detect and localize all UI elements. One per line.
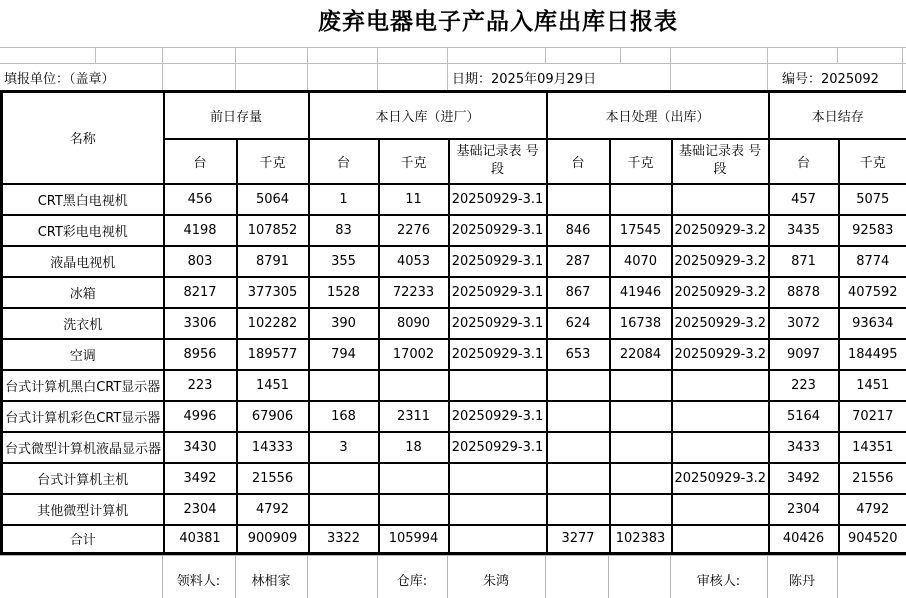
- item-name-cell: 合计: [2, 525, 164, 554]
- value-cell: 102282: [237, 308, 309, 339]
- value-cell: 70217: [839, 401, 906, 432]
- value-cell: 20250929-3.2: [672, 215, 769, 246]
- table-row: [2, 215, 906, 246]
- spreadsheet-gridline-row: [0, 47, 906, 63]
- item-name-cell: 台式计算机彩色CRT显示器: [2, 401, 164, 432]
- value-cell: [672, 432, 769, 463]
- info-row: [0, 63, 906, 90]
- value-cell: 20250929-3.2: [672, 463, 769, 494]
- col-group-balance: 本日结存: [769, 92, 906, 139]
- value-cell: 8217: [164, 277, 237, 308]
- value-cell: 5064: [237, 184, 309, 215]
- value-cell: [610, 432, 672, 463]
- value-cell: 653: [547, 339, 610, 370]
- value-cell: 72233: [379, 277, 449, 308]
- value-cell: [672, 184, 769, 215]
- item-name-cell: CRT彩电电视机: [2, 215, 164, 246]
- value-cell: 9097: [769, 339, 839, 370]
- value-cell: 2311: [379, 401, 449, 432]
- value-cell: 20250929-3.1: [449, 246, 547, 277]
- value-cell: 2304: [164, 494, 237, 525]
- value-cell: 8774: [839, 246, 906, 277]
- value-cell: 20250929-3.2: [672, 246, 769, 277]
- value-cell: [379, 463, 449, 494]
- value-cell: 624: [547, 308, 610, 339]
- value-cell: 14351: [839, 432, 906, 463]
- value-cell: 1451: [237, 370, 309, 401]
- value-cell: [547, 494, 610, 525]
- material-receiver-name: 林相家: [235, 556, 307, 598]
- material-receiver-label: 领料人:: [162, 556, 235, 598]
- value-cell: 20250929-3.1: [449, 432, 547, 463]
- item-name-cell: 冰箱: [2, 277, 164, 308]
- item-name-cell: 台式计算机黑白CRT显示器: [2, 370, 164, 401]
- col-header-units: 台: [309, 139, 379, 184]
- footer-empty-cell: [0, 556, 162, 598]
- value-cell: [547, 463, 610, 494]
- value-cell: 20250929-3.2: [672, 308, 769, 339]
- value-cell: 1: [309, 184, 379, 215]
- col-header-units: 台: [547, 139, 610, 184]
- value-cell: [672, 401, 769, 432]
- value-cell: 3435: [769, 215, 839, 246]
- col-group-inbound: 本日入库（进厂）: [309, 92, 547, 139]
- value-cell: 3277: [547, 525, 610, 554]
- table-row: [2, 339, 906, 370]
- value-cell: [672, 525, 769, 554]
- total-row: [2, 525, 906, 554]
- value-cell: 4996: [164, 401, 237, 432]
- reviewer-name: 陈丹: [767, 556, 837, 598]
- value-cell: 18: [379, 432, 449, 463]
- value-cell: 20250929-3.1: [449, 401, 547, 432]
- value-cell: [610, 370, 672, 401]
- value-cell: 20250929-3.1: [449, 277, 547, 308]
- value-cell: 3072: [769, 308, 839, 339]
- value-cell: 21556: [839, 463, 906, 494]
- value-cell: [672, 370, 769, 401]
- value-cell: [610, 401, 672, 432]
- value-cell: [547, 401, 610, 432]
- col-header-units: 台: [164, 139, 237, 184]
- value-cell: [610, 494, 672, 525]
- value-cell: 189577: [237, 339, 309, 370]
- value-cell: 14333: [237, 432, 309, 463]
- value-cell: 2276: [379, 215, 449, 246]
- value-cell: [547, 370, 610, 401]
- value-cell: 17002: [379, 339, 449, 370]
- value-cell: 20250929-3.1: [449, 308, 547, 339]
- warehouse-keeper-name: 朱鸿: [447, 556, 545, 598]
- value-cell: 1451: [839, 370, 906, 401]
- value-cell: 3492: [769, 463, 839, 494]
- table-row: [2, 494, 906, 525]
- value-cell: 184495: [839, 339, 906, 370]
- page-title: 废弃电器电子产品入库出库日报表: [318, 9, 678, 35]
- table-row: [2, 308, 906, 339]
- item-name-cell: 液晶电视机: [2, 246, 164, 277]
- value-cell: 8090: [379, 308, 449, 339]
- value-cell: [672, 494, 769, 525]
- value-cell: 287: [547, 246, 610, 277]
- value-cell: 8791: [237, 246, 309, 277]
- value-cell: 168: [309, 401, 379, 432]
- value-cell: 3: [309, 432, 379, 463]
- value-cell: [379, 370, 449, 401]
- value-cell: [449, 525, 547, 554]
- value-cell: 223: [769, 370, 839, 401]
- report-table: [0, 90, 906, 555]
- value-cell: 20250929-3.2: [672, 339, 769, 370]
- table-row: [2, 184, 906, 215]
- col-header-units: 台: [769, 139, 839, 184]
- footer-empty-cell: [608, 556, 670, 598]
- value-cell: 377305: [237, 277, 309, 308]
- value-cell: 904520: [839, 525, 906, 554]
- value-cell: 83: [309, 215, 379, 246]
- col-header-kg: 千克: [379, 139, 449, 184]
- col-header-record-range: 基础记录表 号段: [672, 139, 769, 184]
- value-cell: 21556: [237, 463, 309, 494]
- value-cell: 107852: [237, 215, 309, 246]
- value-cell: 3433: [769, 432, 839, 463]
- table-row: [2, 277, 906, 308]
- value-cell: 5164: [769, 401, 839, 432]
- item-name-cell: CRT黑白电视机: [2, 184, 164, 215]
- value-cell: [449, 370, 547, 401]
- header-group-row: [2, 92, 906, 139]
- value-cell: 457: [769, 184, 839, 215]
- value-cell: 456: [164, 184, 237, 215]
- table-row: [2, 463, 906, 494]
- value-cell: 20250929-3.1: [449, 339, 547, 370]
- value-cell: [547, 432, 610, 463]
- value-cell: 8956: [164, 339, 237, 370]
- value-cell: 3322: [309, 525, 379, 554]
- value-cell: 4792: [839, 494, 906, 525]
- value-cell: 4053: [379, 246, 449, 277]
- table-row: [2, 401, 906, 432]
- value-cell: [610, 184, 672, 215]
- value-cell: 223: [164, 370, 237, 401]
- col-header-kg: 千克: [610, 139, 672, 184]
- value-cell: 3430: [164, 432, 237, 463]
- col-group-outbound: 本日处理（出库）: [547, 92, 769, 139]
- value-cell: 16738: [610, 308, 672, 339]
- value-cell: 4070: [610, 246, 672, 277]
- serial-number-label: 编号：2025092: [782, 72, 879, 87]
- col-header-name: 名称: [2, 92, 164, 184]
- warehouse-label: 仓库:: [377, 556, 447, 598]
- value-cell: 20250929-3.1: [449, 184, 547, 215]
- value-cell: 2304: [769, 494, 839, 525]
- value-cell: 871: [769, 246, 839, 277]
- col-group-previous-stock: 前日存量: [164, 92, 309, 139]
- value-cell: 20250929-3.1: [449, 215, 547, 246]
- item-name-cell: 其他微型计算机: [2, 494, 164, 525]
- value-cell: [309, 463, 379, 494]
- footer-empty-cell: [837, 556, 906, 598]
- value-cell: [547, 184, 610, 215]
- value-cell: 803: [164, 246, 237, 277]
- value-cell: 794: [309, 339, 379, 370]
- value-cell: 407592: [839, 277, 906, 308]
- value-cell: 3306: [164, 308, 237, 339]
- value-cell: [379, 494, 449, 525]
- item-name-cell: 台式微型计算机液晶显示器: [2, 432, 164, 463]
- value-cell: [610, 463, 672, 494]
- value-cell: 3492: [164, 463, 237, 494]
- value-cell: [449, 494, 547, 525]
- value-cell: 4792: [237, 494, 309, 525]
- reviewer-label: 审核人:: [670, 556, 767, 598]
- item-name-cell: 空调: [2, 339, 164, 370]
- value-cell: 1528: [309, 277, 379, 308]
- value-cell: 20250929-3.2: [672, 277, 769, 308]
- value-cell: [309, 494, 379, 525]
- value-cell: 67906: [237, 401, 309, 432]
- value-cell: 390: [309, 308, 379, 339]
- col-header-kg: 千克: [237, 139, 309, 184]
- footer-empty-cell: [545, 556, 608, 598]
- value-cell: 40381: [164, 525, 237, 554]
- value-cell: 867: [547, 277, 610, 308]
- col-header-kg: 千克: [839, 139, 906, 184]
- value-cell: 22084: [610, 339, 672, 370]
- value-cell: 900909: [237, 525, 309, 554]
- value-cell: 17545: [610, 215, 672, 246]
- value-cell: 4198: [164, 215, 237, 246]
- reporting-unit-label: 填报单位：（盖章）: [4, 72, 115, 87]
- table-row: [2, 370, 906, 401]
- item-name-cell: 台式计算机主机: [2, 463, 164, 494]
- value-cell: [449, 463, 547, 494]
- value-cell: 5075: [839, 184, 906, 215]
- value-cell: 846: [547, 215, 610, 246]
- value-cell: 93634: [839, 308, 906, 339]
- value-cell: 40426: [769, 525, 839, 554]
- value-cell: 41946: [610, 277, 672, 308]
- value-cell: 102383: [610, 525, 672, 554]
- value-cell: 355: [309, 246, 379, 277]
- value-cell: 105994: [379, 525, 449, 554]
- value-cell: 11: [379, 184, 449, 215]
- value-cell: 92583: [839, 215, 906, 246]
- item-name-cell: 洗衣机: [2, 308, 164, 339]
- value-cell: 8878: [769, 277, 839, 308]
- report-date-label: 日期：2025年09月29日: [452, 72, 597, 87]
- signature-row: [0, 555, 906, 598]
- value-cell: [309, 370, 379, 401]
- col-header-record-range: 基础记录表 号段: [449, 139, 547, 184]
- table-row: [2, 246, 906, 277]
- footer-empty-cell: [307, 556, 377, 598]
- table-row: [2, 432, 906, 463]
